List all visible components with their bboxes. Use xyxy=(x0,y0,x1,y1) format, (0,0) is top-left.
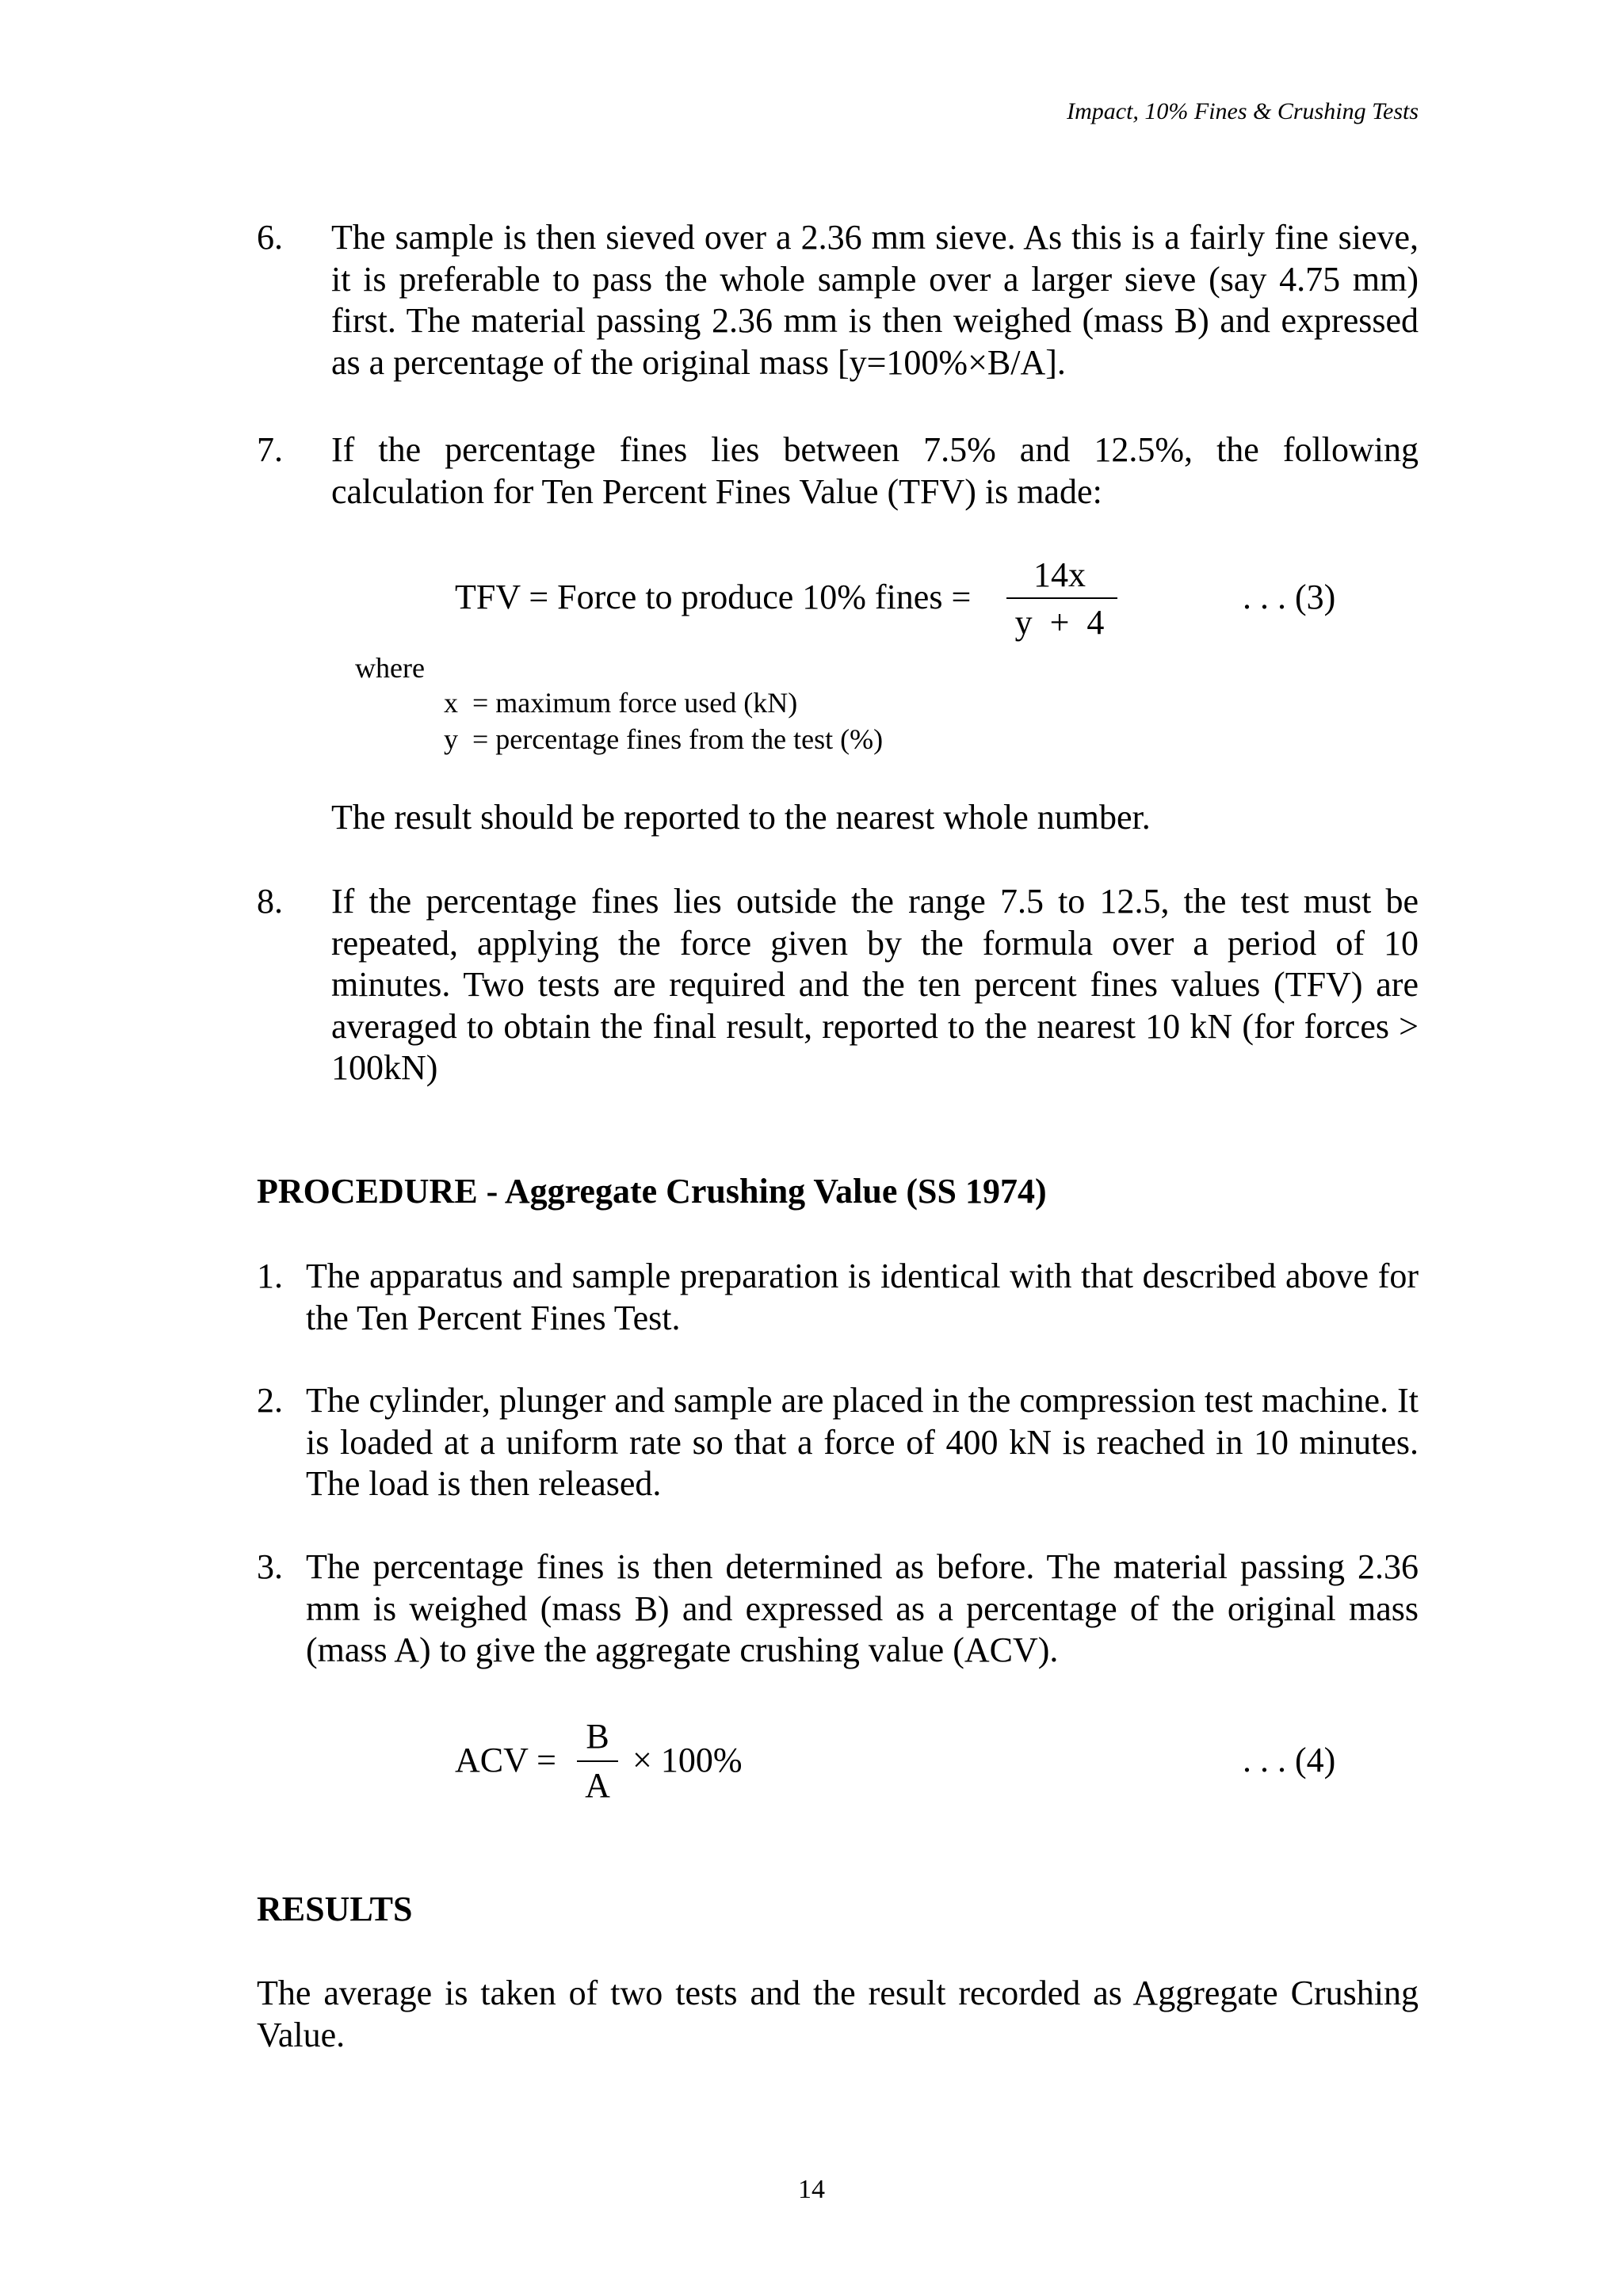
page-number: 14 xyxy=(798,2175,825,2204)
item-number-7: 7. xyxy=(257,430,283,469)
where-def-x: x = maximum force used (kN) xyxy=(444,687,798,719)
equation-4-numerator: B xyxy=(586,1717,609,1756)
procedure-number-1: 1. xyxy=(257,1257,283,1295)
procedure-number-2: 2. xyxy=(257,1381,283,1420)
procedure-text-3: The percentage fines is then determined as before. The material passing 2.36 mm is weighed (mass B) and expressed as a percentage of the original mass (mass A) to give the aggregate crushing value (ACV). xyxy=(306,1547,1419,1669)
equation-4-ref: . . . (4) xyxy=(1243,1741,1336,1779)
procedure-text-1: The apparatus and sample preparation is identical with that described above for the Ten Percent Fines Test. xyxy=(306,1257,1419,1337)
result-note: The result should be reported to the nearest whole number. xyxy=(331,798,1151,837)
where-def-y: y = percentage fines from the test (%) xyxy=(444,723,884,755)
results-heading: RESULTS xyxy=(257,1890,413,1928)
item-text-7: If the percentage fines lies between 7.5% and 12.5%, the following calculation for Ten Percent Fines Value (TFV) is made: xyxy=(331,430,1419,511)
equation-4-rhs: × 100% xyxy=(632,1741,743,1779)
item-number-6: 6. xyxy=(257,218,283,257)
item-number-8: 8. xyxy=(257,882,283,921)
equation-4-fraction-bar xyxy=(577,1760,618,1762)
equation-4-lhs: ACV = xyxy=(455,1741,556,1779)
running-header: Impact, 10% Fines & Crushing Tests xyxy=(1067,98,1419,124)
equation-3-ref: . . . (3) xyxy=(1243,578,1336,616)
equation-3-numerator: 14x xyxy=(1033,555,1086,594)
procedure-heading: PROCEDURE - Aggregate Crushing Value (SS 1974) xyxy=(257,1172,1047,1211)
item-text-8: If the percentage fines lies outside the range 7.5 to 12.5, the test must be repeated, applying the force given by the formula over a period of 10 minutes. Two tests are required and the ten percent fines values (TFV) are averaged to obtain the final result, reported to the nearest 10 kN (for forces > 100kN) xyxy=(331,882,1419,1087)
where-label: where xyxy=(355,652,425,684)
procedure-number-3: 3. xyxy=(257,1547,283,1586)
equation-3-fraction-bar xyxy=(1006,597,1117,599)
equation-3-denominator: y + 4 xyxy=(1014,603,1105,642)
procedure-text-2: The cylinder, plunger and sample are placed in the compression test machine. It is loaded at a uniform rate so that a force of 400 kN is reached in 10 minutes. The load is then released. xyxy=(306,1381,1419,1503)
results-text: The average is taken of two tests and the result recorded as Aggregate Crushing Value. xyxy=(257,1974,1419,2054)
equation-3-lhs: TFV = Force to produce 10% fines = xyxy=(455,578,972,616)
item-text-6: The sample is then sieved over a 2.36 mm sieve. As this is a fairly fine sieve, it is preferable to pass the whole sample over a larger sieve (say 4.75 mm) first. The material passing 2.36 mm is then weighed (mass B) and expressed as a percentage of the original mass [y=100%×B/A]. xyxy=(331,218,1419,382)
equation-4-denominator: A xyxy=(585,1766,610,1805)
